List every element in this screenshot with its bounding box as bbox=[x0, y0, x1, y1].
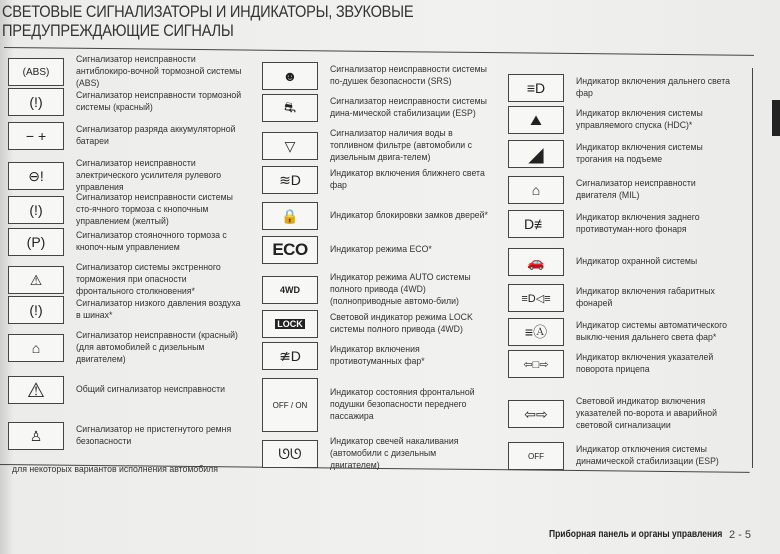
title-line-1: СВЕТОВЫЕ СИГНАЛИЗАТОРЫ И ИНДИКАТОРЫ, ЗВУКОВЫЕ bbox=[2, 2, 414, 21]
item-text: Сигнализатор неисправности двигателя (MIL) bbox=[576, 178, 696, 201]
item-text: Сигнализатор неисправности тормозной системы (красный) bbox=[76, 90, 242, 113]
item-text: Сигнализатор неисправности системы сто-ячного тормоза с кнопочным управлением (желтый) bbox=[76, 192, 233, 227]
item-text: Сигнализатор не пристегнутого ремня безопасности bbox=[76, 424, 232, 447]
item-text: Сигнализатор разряда аккумуляторной батареи bbox=[76, 124, 236, 147]
item-text: Индикатор режима ECO* bbox=[330, 244, 432, 255]
footnote: для некоторых вариантов исполнения автомобиля bbox=[12, 464, 219, 475]
list-item bbox=[8, 122, 258, 150]
collision-brake-icon: ⚠ bbox=[8, 266, 64, 294]
power-steering-icon: ⊖! bbox=[8, 162, 64, 190]
item-text: Сигнализатор стояночного тормоза с кнопоч-ным управлением bbox=[76, 230, 227, 253]
list-item bbox=[508, 396, 752, 432]
list-item bbox=[8, 376, 238, 404]
item-text: Сигнализатор неисправности антиблокиро-вочной тормозной системы (ABS) bbox=[76, 54, 242, 89]
list-item bbox=[8, 296, 258, 324]
list-item bbox=[262, 310, 502, 338]
turn-signal-icon: ⇦⇨ bbox=[508, 400, 564, 428]
item-text: Световой индикатор включения указателей по-ворота и аварийной световой сигнализации bbox=[576, 396, 717, 431]
item-text: Сигнализатор наличия воды в топливном фильтре (автомобили с дизельным двига-телем) bbox=[330, 128, 472, 163]
side-lights-icon: ≡D◁≡ bbox=[508, 284, 564, 312]
list-item bbox=[508, 284, 752, 312]
list-item bbox=[262, 202, 502, 230]
eco-icon: ECO bbox=[262, 236, 318, 264]
item-text: Сигнализатор неисправности электрического усилителя рулевого управления bbox=[76, 158, 222, 193]
list-item bbox=[262, 378, 502, 432]
list-item bbox=[508, 74, 752, 102]
lock-label: LOCK bbox=[277, 319, 303, 329]
auto-high-beam-icon: ≡Ⓐ bbox=[508, 318, 564, 346]
chapter-title: Приборная панель и органы управления bbox=[549, 529, 723, 540]
4wd-auto-icon: 4WD bbox=[262, 276, 318, 304]
column-3 bbox=[508, 68, 753, 468]
item-text: Индикатор отключения системы динамической стабилизации (ESP) bbox=[576, 444, 719, 467]
item-text: Сигнализатор низкого давления воздуха в шинах* bbox=[76, 298, 241, 321]
parking-brake-icon: (P) bbox=[8, 228, 64, 256]
page-number: 2 - 5 bbox=[729, 529, 752, 541]
list-item bbox=[8, 262, 258, 298]
item-text: Индикатор включения габаритных фонарей bbox=[576, 286, 715, 309]
list-item bbox=[262, 236, 441, 264]
4wd-lock-icon bbox=[262, 310, 318, 338]
title-line-2: ПРЕДУПРЕЖДАЮЩИЕ СИГНАЛЫ bbox=[2, 21, 234, 40]
list-item bbox=[262, 94, 502, 122]
high-beam-icon: ≡D bbox=[508, 74, 564, 102]
engine-red-icon: ⌂ bbox=[8, 334, 64, 362]
list-item bbox=[262, 436, 502, 472]
esp-icon: ⛐ bbox=[262, 94, 318, 122]
item-text: Индикатор блокировки замков дверей* bbox=[330, 210, 488, 221]
list-item bbox=[508, 210, 752, 238]
airbag-icon: ☻ bbox=[262, 62, 318, 90]
item-text: Индикатор включения системы управляемого спуска (HDC)* bbox=[576, 108, 703, 131]
item-text: Индикатор свечей накаливания (автомобили с дизельным двигателем) bbox=[330, 436, 459, 471]
list-item bbox=[508, 350, 752, 378]
item-text: Индикатор системы автоматического выклю-чения дальнего света фар* bbox=[576, 320, 728, 343]
abs-icon: (ABS) bbox=[8, 58, 64, 86]
rear-fog-icon: D≢ bbox=[508, 210, 564, 238]
list-item bbox=[262, 166, 502, 194]
list-item bbox=[508, 248, 708, 276]
section-tab bbox=[772, 100, 780, 136]
item-text: Сигнализатор системы экстренного торможения при опасности фронтального столкновения* bbox=[76, 262, 221, 297]
list-item bbox=[508, 140, 752, 168]
hill-start-icon: ◢ bbox=[508, 140, 564, 168]
item-text: Индикатор режима AUTO системы полного привода (4WD) (полноприводные автомо-били) bbox=[330, 272, 471, 307]
page-title bbox=[2, 2, 413, 40]
item-text: Индикатор включения дальнего света фар bbox=[576, 76, 730, 99]
glow-plug-icon: ᘎᘎ bbox=[262, 440, 318, 468]
item-text: Индикатор включения заднего противотуман-ного фонаря bbox=[576, 212, 700, 235]
passenger-airbag-icon: OFF / ON bbox=[262, 378, 318, 432]
battery-icon: − + bbox=[8, 122, 64, 150]
hdc-icon: ⛰ bbox=[508, 106, 564, 134]
item-text: Сигнализатор неисправности системы дина-мической стабилизации (ESP) bbox=[330, 96, 487, 119]
low-beam-icon: ≋D bbox=[262, 166, 318, 194]
list-item bbox=[8, 330, 258, 366]
engine-mil-icon: ⌂ bbox=[508, 176, 564, 204]
seatbelt-icon: ♙ bbox=[8, 422, 64, 450]
list-item bbox=[8, 228, 258, 256]
list-item bbox=[262, 272, 502, 308]
list-item bbox=[508, 176, 752, 204]
front-fog-icon: ≇D bbox=[262, 342, 318, 370]
brake-warning-icon: (!) bbox=[8, 88, 64, 116]
list-item bbox=[8, 192, 258, 228]
item-text: Индикатор охранной системы bbox=[576, 256, 698, 267]
general-warning-icon: ⚠ bbox=[8, 376, 64, 404]
security-icon: 🚗 bbox=[508, 248, 564, 276]
list-item bbox=[262, 342, 502, 370]
tire-pressure-icon: (!) bbox=[8, 296, 64, 324]
item-text: Индикатор включения указателей поворота прицепа bbox=[576, 352, 714, 375]
trailer-turn-icon: ⇦□⇨ bbox=[508, 350, 564, 378]
parking-brake-fault-icon: (!) bbox=[8, 196, 64, 224]
list-item bbox=[508, 318, 752, 346]
item-text: Индикатор включения ближнего света фар bbox=[330, 168, 485, 191]
list-item bbox=[262, 62, 502, 90]
list-item bbox=[8, 158, 258, 194]
item-text: Общий сигнализатор неисправности bbox=[76, 384, 226, 395]
list-item bbox=[8, 88, 258, 116]
item-text: Индикатор состояния фронтальной подушки безопасности переднего пассажира bbox=[330, 387, 475, 422]
item-text: Сигнализатор неисправности системы по-душек безопасности (SRS) bbox=[330, 64, 487, 87]
list-item bbox=[8, 54, 258, 90]
esp-off-icon: OFF bbox=[508, 442, 564, 470]
list-item bbox=[508, 442, 752, 470]
list-item bbox=[8, 422, 258, 450]
item-text: Световой индикатор режима LOCK системы полного привода (4WD) bbox=[330, 312, 473, 335]
item-text: Индикатор включения противотуманных фар* bbox=[330, 344, 425, 367]
water-in-fuel-icon: ▽ bbox=[262, 132, 318, 160]
list-item bbox=[508, 106, 752, 134]
item-text: Сигнализатор неисправности (красный) (для автомобилей с дизельным двигателем) bbox=[76, 330, 238, 365]
item-text: Индикатор включения системы трогания на подъеме bbox=[576, 142, 703, 165]
list-item bbox=[262, 128, 502, 164]
door-lock-icon: 🔒 bbox=[262, 202, 318, 230]
